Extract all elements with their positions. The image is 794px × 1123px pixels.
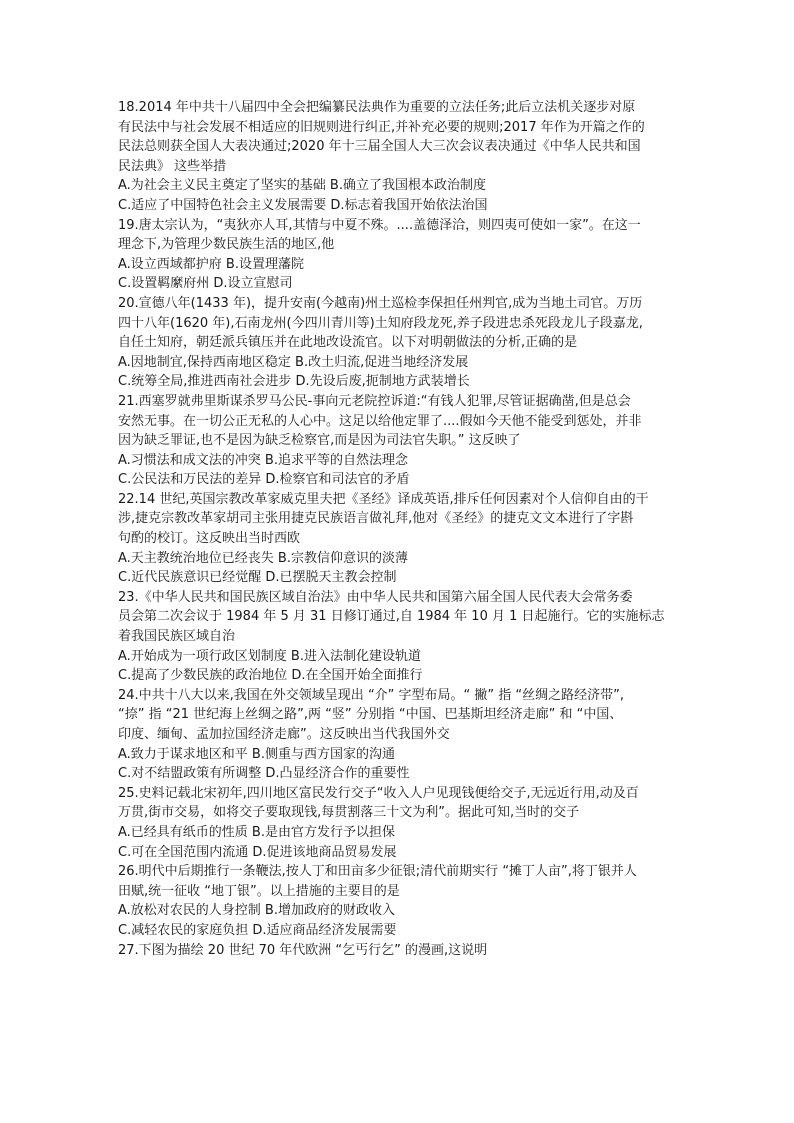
answer-options-line: A.放松对农民的人身控制 B.增加政府的财政收入 [118,903,395,919]
answer-options-line: C.提高了少数民族的政治地位 D.在全国开始全面推行 [118,668,423,684]
question-stem-line: 田赋,统一征收 “地丁银”。以上措施的主要目的是 [118,883,400,899]
question-block [118,686,678,784]
question-stem-line: 因为缺乏罪证,也不是因为缺乏检察官,而是因为司法官失职。” 这反映了 [118,433,521,449]
question-stem-line: 23.《中华人民共和国民族区域自治法》由中华人民共和国第六届全国人民代表大会常务委 [118,589,633,605]
answer-options-line: A.因地制宜,保持西南地区稳定 B.改土归流,促进当地经济发展 [118,354,469,370]
question-block [118,216,678,294]
question-stem-line: 22.14 世纪,英国宗教改革家威克里夫把《圣经》译成英语,排斥任何因素对个人信仰自由的干 [118,491,649,507]
question-stem-line: 着我国民族区域自治 [118,629,236,645]
question-block [118,588,678,686]
question-stem-line: 19.唐太宗认为，“夷狄亦人耳,其情与中夏不殊。....盖德泽洽，则四夷可使如一家”。在这一 [118,217,641,233]
answer-options-line: A.设立西域都护府 B.设置理藩院 [118,256,304,272]
answer-options-line: C.近代民族意识已经觉醒 D.已摆脱天主教会控制 [118,570,397,586]
question-block [118,392,678,490]
question-stem-line: 理念下,为管理少数民族生活的地区,他 [118,237,335,253]
question-stem-line: 26.明代中后期推行一条鞭法,按人丁和田亩多少征银;清代前期实行 “摊丁人亩”,将丁银并人 [118,864,637,880]
question-stem-line: “捺” 指 “21 世纪海上丝绸之路”,两 “竖” 分别指 “中国、巴基斯坦经济走廊” 和 “中国、 [118,707,623,723]
question-stem-line: 安然无事。在一切公正无私的人心中。这足以给他定罪了....假如今天他不能受到惩处，并非 [118,413,642,429]
answer-options-line: A.习惯法和成文法的冲突 B.追求平等的自然法理念 [118,452,408,468]
question-stem-line: 自任土知府，朝廷派兵镇压并在此地改设流官。以下对明朝做法的分析,正确的是 [118,335,578,351]
answer-options-line: A.开始成为一项行政区划制度 B.进入法制化建设轨道 [118,648,421,664]
question-stem-line: 四十八年(1620 年),石南龙州(今四川青川等)土知府段龙死,养子段进忠杀死段龙儿子段嘉龙, [118,315,643,331]
answer-options-line: A.已经具有纸币的性质 B.是由官方发行予以担保 [118,824,395,840]
question-block [118,98,678,216]
question-block [118,490,678,588]
answer-options-line: C.统筹全局,推进西南社会进步 D.先设后废,扼制地方武装增长 [118,374,470,390]
answer-options-line: C.对不结盟政策有所调整 D.凸显经济合作的重要性 [118,766,410,782]
exam-page [118,98,678,960]
question-stem-line: 万贯,街市交易，如将交子要取现钱,每贯割落三十文为利”。据此可知,当时的交子 [118,805,580,821]
answer-options-line: C.减轻农民的家庭负担 D.适应商品经济发展需要 [118,922,397,938]
question-stem-line: 24.中共十八大以来,我国在外交领域呈现出 “介” 字型布局。“ 撇” 指 “丝绸之路经济带”, [118,687,625,703]
answer-options-line: C.公民法和万民法的差异 D.检察官和司法官的矛盾 [118,472,410,488]
question-block [118,941,678,961]
question-stem-line: 20.宣德八年(1433 年)，提升安南(今越南)州土巡检李保担任州判官,成为当地土司官。万历 [118,295,643,311]
question-stem-line: 句酌的校订。这反映出当时西欧 [118,531,301,547]
answer-options-line: C.适应了中国特色社会主义发展需要 D.标志着我国开始依法治国 [118,197,488,213]
question-stem-line: 民法总则获全国人大表决通过;2020 年十三届全国人大三次会议表决通过《中华人民共和国 [118,139,641,155]
answer-options-line: A.为社会主义民主奠定了坚实的基础 B.确立了我国根本政治制度 [118,178,486,194]
answer-options-line: A.致力于谋求地区和平 B.侧重与西方国家的沟通 [118,746,395,762]
question-stem-line: 印度、缅甸、孟加拉国经济走廊”。这反映出当代我国外交 [118,727,450,742]
question-stem-line: 25.史料记载北宋初年,四川地区富民发行交子“收入人户见现钱便给交子,无远近行用,动及百 [118,785,639,801]
question-block [118,862,678,940]
question-block [118,294,678,392]
answer-options-line: A.天主教统治地位已经丧失 B.宗教信仰意识的淡薄 [118,550,408,566]
question-stem-line: 涉,捷克宗教改革家胡司主张用捷克民族语言做礼拜,他对《圣经》的捷克文文本进行了字斟 [118,511,634,527]
question-stem-line: 员会第二次会议于 1984 年 5 月 31 日修订通过,自 1984 年 10 月 1 日起施行。它的实施标志 [118,609,665,625]
question-stem-line: 27.下图为描绘 20 世纪 70 年代欧洲 “乞丐行乞” 的漫画,这说明 [118,942,488,958]
answer-options-line: C.可在全国范围内流通 D.促进该地商品贸易发展 [118,844,397,860]
question-stem-line: 有民法中与社会发展不相适应的旧规则进行纠正,并补充必要的规则;2017 年作为开篇之作的 [118,119,645,135]
question-stem-line: 21.西塞罗就弗里斯谋杀罗马公民-事向元老院控诉道:“有钱人犯罪,尽管证据确凿,但是总会 [118,393,631,409]
question-block [118,784,678,862]
question-stem-line: 18.2014 年中共十八届四中全会把编纂民法典作为重要的立法任务;此后立法机关逐步对原 [118,100,636,115]
answer-options-line: C.设置羁縻府州 D.设立宣慰司 [118,276,293,292]
question-stem-line: 民法典》 这些举措 [118,158,227,174]
